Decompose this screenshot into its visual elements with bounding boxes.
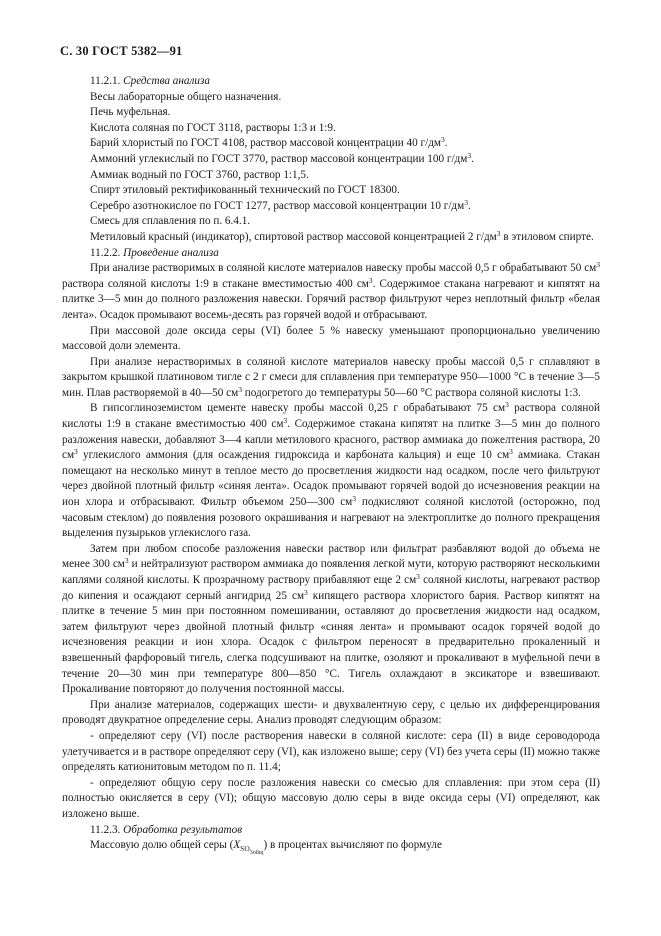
paragraph: - определяют серу (VI) после растворения навески в соляной кислоте: сера (II) в виде сероводорода улетучивается и в растворе определяют серу (VI), как изложено выше; серу (VI) без учета серы (II) можно также определять катионитовым методом по п. 11.4; <box>62 729 600 774</box>
paragraph: - определяют общую серу после разложения навески со смесью для сплавления: при этом сера (II) полностью окисляется в серу (VI); общую массовую долю серы в виде оксида серы (VI) определяют, как изложено выше. <box>62 776 600 820</box>
section-heading-1: 11.2.1. Средства анализа <box>90 75 210 87</box>
paragraph: Затем при любом способе разложения навески раствор или фильтрат разбавляют водой до объема не менее 300 $см^3$ и нейтрализуют раствором аммиака до появления легкой мути, которую растворяют несколькими каплями соляной кислоты. К прозрачному раствору прибавляют еще 2 $см^3$ соляной кислоты, нагревают раствор до кипения и осаждают серный ангидрид 25 $см^3$ кипящего раствора хлористого бария. Раствор кипятят на плитке в течение 5 мин при постоянном помешивании, оставляют до просветления жидкости над осадком, затем фильтруют через двойной плотный фильтр «синяя лента» и промывают осадок горячей водой до исчезновения реакции и ион хлора. Осадок с фильтром переносят в предварительно прокаленный и взвешенный фарфоровый тигель, слегка подсушивают на плитке, озоляют и прокаливают в муфельной печи в течение 20—30 мин при температуре 800—850 °С. Тигель охлаждают в эксикаторе и взвешивают. Прокаливание повторяют до получения постоянной массы. <box>62 542 601 696</box>
section-heading-3: 11.2.3. Обработка результатов <box>90 823 243 836</box>
list-item: Смесь для сплавления по п. 6.4.1. <box>90 215 251 228</box>
section-heading-2: 11.2.2. Проведение анализа <box>90 246 219 259</box>
paragraph: При анализе материалов, содержащих шести- и двухвалентную серу, с целью их дифференцирования проводят двукратное определение серы. Анализ проводят следующим образом: <box>62 698 600 727</box>
list-item: Весы лабораторные общего назначения. <box>90 90 282 103</box>
list-item: Серебро азотнокислое по ГОСТ 1277, раствор массовой концентрации 10 $г/дм^3$. <box>90 197 471 212</box>
paragraph: В гипсоглиноземистом цементе навеску пробы массой 0,25 г обрабатывают 75 $см^3$ раствора соляной кислоты 1:9 в стакане вместимостью 400 $см^3$. Содержимое стакана кипятят на плитке 3—5 мин до полного разложения навески, добавляют 3—4 капли метилового красного, раствор аммиака до пожелтения раствора, 20 $см^3$ углекислого аммония (для осаждения гидроксида и карбоната кальция) и еще 10 $см^3$ аммиака. Стакан помещают на несколько минут в теплое место до просветления жидкости над осадком, после чего фильтруют через двойной плотный фильтр «синяя лента». Осадок промывают горячей водой до исчезновения реакции на ион хлора и отбрасывают. Фильтр объемом 250—300 $см^3$ подкисляют соляной кислотой (осторожно, под часовым стеклом) до появления розового окрашивания и нагревают на электроплитке до полного прекращения выделения пузырьков углекислого газа. <box>62 400 601 540</box>
paragraph: При массовой доле оксида серы (VI) более 5 % навеску уменьшают пропорционально увеличению массовой доли элемента. <box>62 324 600 353</box>
list-item: Печь муфельная. <box>90 106 171 119</box>
paragraph: При анализе нерастворимых в соляной кислоте материалов навеску пробы массой 0,5 г сплавляют в закрытом крышкой платиновом тигле с 2 г смеси для сплавления при температуре 950—1000 °С в течение 3—5 мин. Плав растворяемой в 40—50 $см^3$ подогретого до температуры 50—60 °С раствора соляной кислоты 1:3. <box>62 355 600 399</box>
list-item: Аммиак водный по ГОСТ 3760, раствор 1:1,5. <box>90 168 309 181</box>
list-item: Барий хлористый по ГОСТ 4108, раствор массовой концентрации 40 $г/дм^3$. <box>90 135 448 150</box>
formula-variable: X <box>233 839 241 852</box>
list-item: Метиловый красный (индикатор), спиртовой раствор массовой концентрацией 2 $г/дм^3$ в этиловом спирте. <box>90 228 594 243</box>
page-header: С. 30 ГОСТ 5382—91 <box>60 44 183 58</box>
paragraph: При анализе растворимых в соляной кислоте материалов навеску пробы массой 0,5 г обрабатывают 50 $см^3$ раствора соляной кислоты 1:9 в стакане вместимостью 400 $см^3$. Содержимое стакана нагревают и кипятят на плитке 3—5 мин до полного разложения навески. Горячий раствор фильтруют через неплотный фильтр «белая лента». Осадок промывают восемь-десять раз горячей водой и отбрасывают. <box>62 260 600 321</box>
list-item: Спирт этиловый ректификованный технический по ГОСТ 18300. <box>90 184 400 197</box>
document-body <box>62 74 600 862</box>
list-item: Аммоний углекислый по ГОСТ 3770, раствор массовой концентрации 100 $г/дм^3$. <box>90 150 474 165</box>
list-item: Кислота соляная по ГОСТ 3118, растворы 1:3 и 1:9. <box>90 121 336 134</box>
formula-intro: Массовую долю общей серы $(X_{SO3общ})$ в процентах вычисляют по формуле <box>90 839 442 857</box>
